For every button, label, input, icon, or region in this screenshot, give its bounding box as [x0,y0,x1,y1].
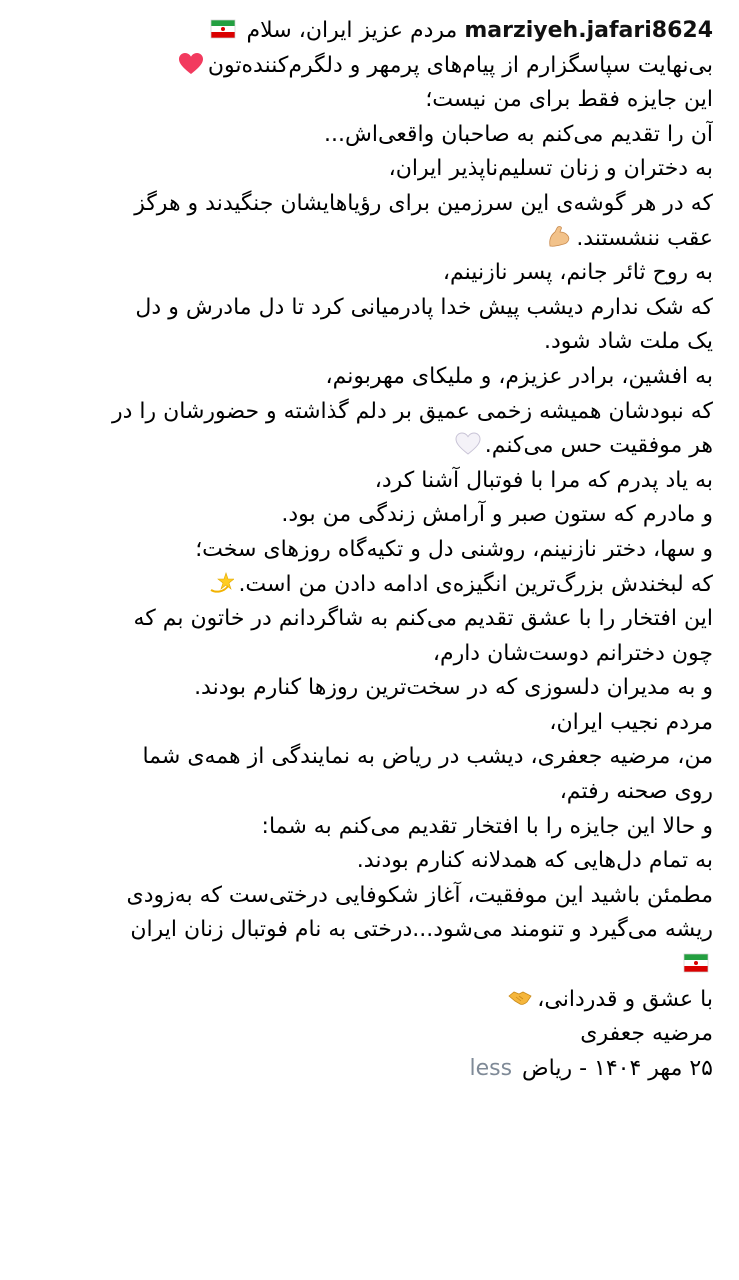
post-caption [26,14,713,1086]
flexed-biceps-icon [546,224,572,250]
caption-line: که نبودشان همیشه زخمی عمیق بر دلم گذاشته و حضورشان را در [111,398,713,424]
caption-line: با عشق و قدردانی، [26,983,713,1018]
caption-line: و مادرم که ستون صبر و آرامش زندگی من بود. [281,502,713,528]
caption-line: روی صحنه رفتم، [559,779,713,805]
caption-line-header [26,14,713,49]
less-link[interactable]: less [469,1055,513,1081]
caption-line: و سها، دختر نازنینم، روشنی دل و تکیه‌گاه روزهای سخت؛ [195,536,713,562]
caption-line: به روح ثائر جانم، پسر نازنینم، [442,260,713,286]
caption-line: به تمام دل‌هایی که همدلانه کنارم بودند. [356,848,713,874]
caption-line: که لبخندش بزرگ‌ترین انگیزه‌ی ادامه دادن من است. [26,568,713,603]
dizzy-star-icon [208,570,234,596]
caption-line: ریشه می‌گیرد و تنومند می‌شود...درختی به نام فوتبال زنان ایران [130,917,713,943]
caption-line: یک ملت شاد شود. [544,329,713,355]
white-heart-icon [455,431,481,457]
caption-text: مردم عزیز ایران، سلام [246,18,458,43]
caption-line [26,948,713,983]
caption-line: مطمئن باشید این موفقیت، آغاز شکوفایی درختی‌ست که به‌زودی [126,882,713,908]
flag-iran-icon [210,16,236,42]
caption-line: هر موفقیت حس می‌کنم. [26,429,713,464]
caption-line: بی‌نهایت سپاسگزارم از پیام‌های پرمهر و دلگرم‌کننده‌تون [26,49,713,84]
caption-line: این افتخار را با عشق تقدیم می‌کنم به شاگردانم در خاتون بم که [133,606,713,632]
caption-line: که در هر گوشه‌ی این سرزمین برای رؤیاهایشان جنگیدند و هرگز [134,190,713,216]
username-link[interactable]: marziyeh.jafari8624 [464,18,713,43]
caption-line: به افشین، برادر عزیزم، و ملیکای مهربونم، [325,363,713,389]
flag-iran-icon [683,950,709,976]
caption-line: من، مرضیه جعفری، دیشب در ریاض به نمایندگی از همه‌ی شما [142,744,713,770]
caption-line-date: ۲۵ مهر ۱۴۰۴ - ریاضless [469,1055,713,1081]
caption-line: به یاد پدرم که مرا با فوتبال آشنا کرد، [374,467,713,493]
caption-line: که شک ندارم دیشب پیش خدا پادرمیانی کرد تا دل مادرش و دل [135,294,713,320]
caption-line: و به مدیران دلسوزی که در سخت‌ترین روزها کنارم بودند. [194,675,713,701]
caption-line: به دختران و زنان تسلیم‌ناپذیر ایران، [388,156,713,182]
caption-line: عقب ننشستند. [26,222,713,257]
caption-line: چون دخترانم دوست‌شان دارم، [432,640,713,666]
caption-line: و حالا این جایزه را با افتخار تقدیم می‌کنم به شما: [261,813,713,839]
red-heart-icon [178,51,204,77]
handshake-icon [507,985,533,1011]
caption-line: این جایزه فقط برای من نیست؛ [425,87,713,113]
caption-line: مرضیه جعفری [580,1021,713,1047]
caption-line: آن را تقدیم می‌کنم به صاحبان واقعی‌اش... [324,121,713,147]
caption-line: مردم نجیب ایران، [549,709,713,735]
